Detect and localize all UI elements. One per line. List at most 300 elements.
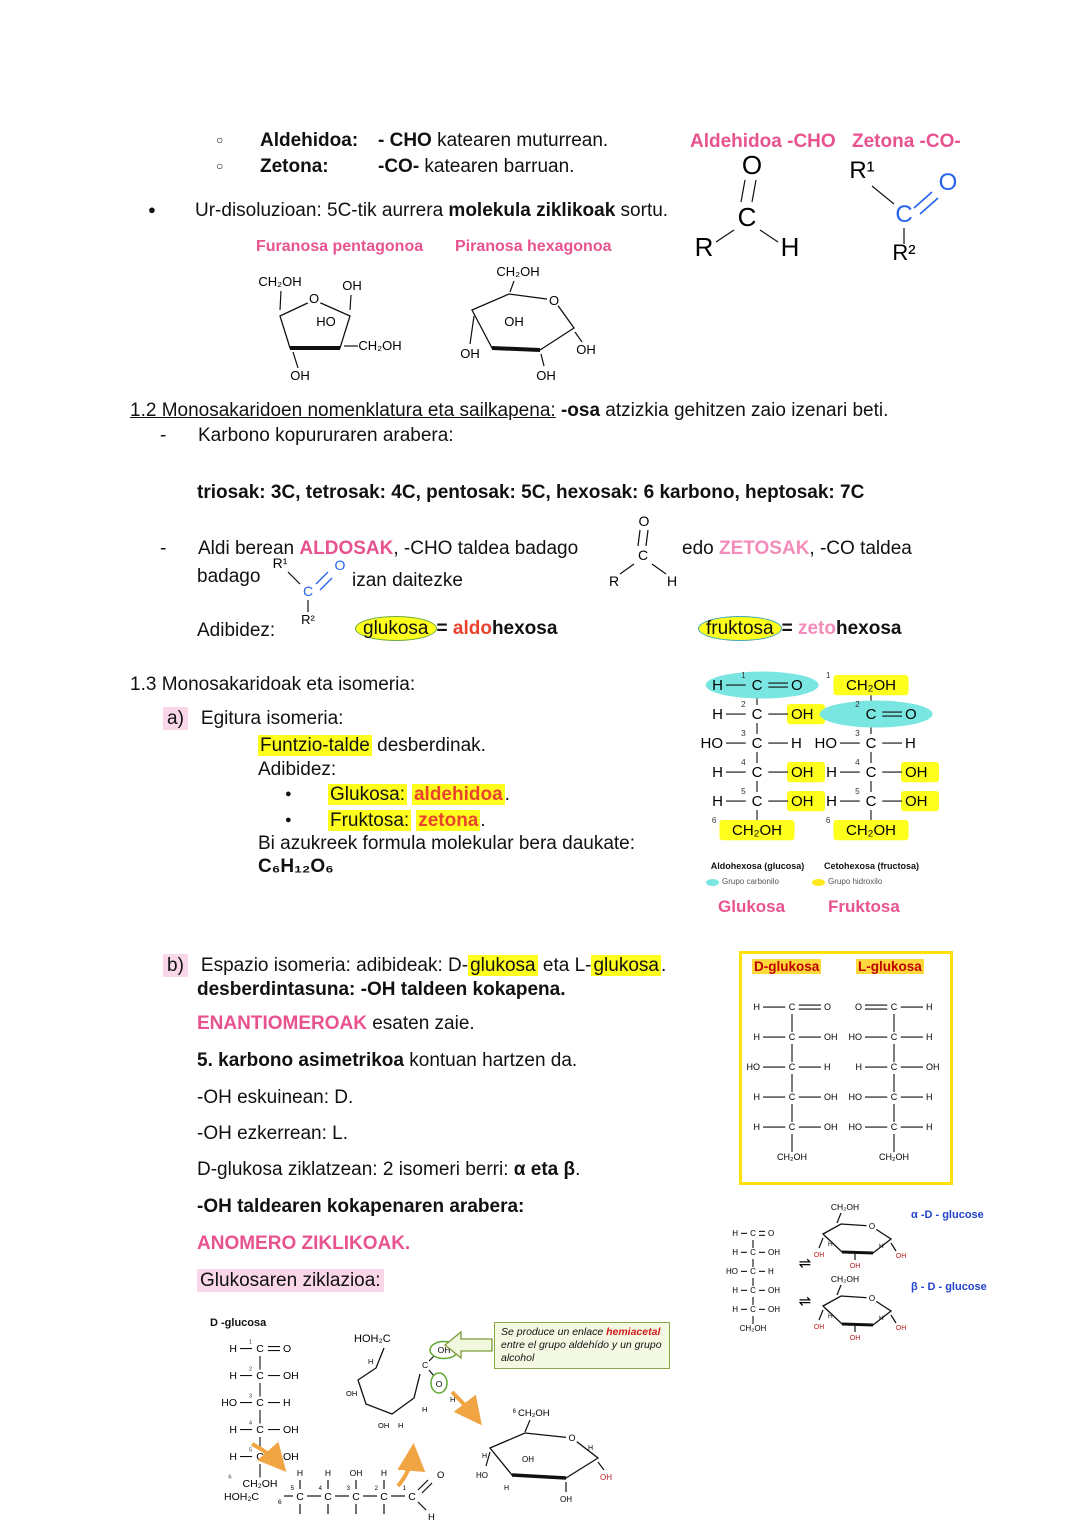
text-run: Ur-disoluzioan: 5C-tik aurrera bbox=[195, 200, 449, 221]
svg-text:O: O bbox=[905, 706, 917, 723]
text-run: Se produce un enlace bbox=[501, 1326, 607, 1338]
svg-text:H: H bbox=[732, 1305, 738, 1314]
ring-oxygen: O bbox=[568, 1433, 576, 1443]
svg-text:CH₂OH: CH₂OH bbox=[879, 1152, 909, 1162]
fruktosa-zetona-item bbox=[285, 809, 486, 833]
ziklatzean-line bbox=[197, 1158, 580, 1182]
svg-text:OH: OH bbox=[824, 1122, 838, 1132]
ch2oh-group: CH₂OH bbox=[358, 338, 402, 353]
svg-text:H: H bbox=[732, 1286, 738, 1295]
svg-text:H: H bbox=[229, 1343, 237, 1355]
svg-text:O: O bbox=[768, 1229, 775, 1238]
svg-text:6: 6 bbox=[711, 816, 717, 825]
svg-text:CH₂OH: CH₂OH bbox=[732, 822, 782, 839]
r2-group: R² bbox=[892, 240, 916, 265]
svg-text:C: C bbox=[788, 1122, 796, 1132]
glucose-fischer-projection bbox=[701, 671, 826, 840]
carbon-atom: C bbox=[296, 1491, 304, 1503]
period: . bbox=[504, 784, 510, 805]
svg-text:HO: HO bbox=[848, 1092, 862, 1102]
svg-text:6: 6 bbox=[228, 1474, 232, 1481]
oh-group: OH bbox=[290, 368, 310, 383]
oh-group: OH bbox=[342, 278, 362, 293]
circle-bullet-icon: ○ bbox=[216, 159, 224, 173]
text-run: sortu. bbox=[615, 200, 669, 221]
svg-text:CH₂OH: CH₂OH bbox=[739, 1324, 767, 1333]
svg-text:C: C bbox=[788, 1002, 796, 1012]
carbon-atom: C bbox=[895, 201, 913, 228]
svg-text:OH: OH bbox=[768, 1248, 780, 1257]
svg-text:H: H bbox=[826, 764, 837, 781]
pyranose-ring-structure bbox=[452, 254, 617, 396]
legend-text: Grupo hidroxilo bbox=[828, 877, 883, 886]
circle-bullet-icon: ○ bbox=[216, 133, 224, 147]
dash-bullet: - bbox=[160, 425, 167, 446]
svg-text:OH: OH bbox=[283, 1451, 299, 1463]
ho-group: HO bbox=[476, 1471, 488, 1480]
svg-text:C: C bbox=[750, 1286, 756, 1295]
svg-text:H: H bbox=[229, 1451, 237, 1463]
fruktosa-highlight: Fruktosa: bbox=[330, 810, 410, 831]
svg-text:H: H bbox=[283, 1397, 291, 1409]
svg-text:C: C bbox=[750, 1248, 756, 1257]
text-run: Aldi berean bbox=[198, 538, 300, 559]
l-glukosa-label: L-glukosa bbox=[858, 959, 922, 974]
carbon-atom: C bbox=[380, 1491, 388, 1503]
oh-eskuinean-line: -OH eskuinean: D. bbox=[197, 1087, 354, 1108]
svg-text:H: H bbox=[229, 1424, 237, 1436]
oh-group: OH bbox=[813, 1324, 825, 1331]
svg-text:H: H bbox=[732, 1229, 738, 1238]
svg-text:C: C bbox=[256, 1424, 264, 1436]
oh-group: OH bbox=[346, 1389, 358, 1398]
funtzio-talde-line bbox=[258, 734, 486, 758]
oh-ezkerrean-line: -OH ezkerrean: L. bbox=[197, 1123, 348, 1144]
bi-azukreek-line: Bi azukreek formula molekular bera daukate: bbox=[258, 833, 636, 854]
glukosa-aldohexosa-line bbox=[355, 617, 557, 641]
hydrogen-atom: H bbox=[828, 1241, 833, 1248]
furanosa-label: Furanosa pentagonoa bbox=[256, 238, 424, 255]
ch2oh-group: CH₂OH bbox=[830, 1202, 860, 1212]
svg-text:C: C bbox=[751, 706, 763, 723]
svg-text:3: 3 bbox=[248, 1393, 253, 1400]
d-glukosa-label: D-glukosa bbox=[754, 959, 820, 974]
svg-text:C: C bbox=[750, 1229, 756, 1238]
section-1-3-heading: 1.3 Monosakaridoak eta isomeria: bbox=[130, 674, 416, 695]
glukosa-highlight: glukosa bbox=[355, 616, 437, 641]
svg-text:HO: HO bbox=[814, 735, 837, 752]
svg-text:C: C bbox=[751, 764, 763, 781]
svg-text:4: 4 bbox=[855, 758, 860, 767]
svg-text:CH₂OH: CH₂OH bbox=[846, 822, 896, 839]
open-chain-fischer bbox=[726, 1229, 780, 1333]
carbon-number: 1 bbox=[402, 1486, 406, 1492]
hydrogen-atom: H bbox=[450, 1395, 456, 1404]
bullet-icon: ● bbox=[148, 202, 156, 217]
period: . bbox=[660, 955, 667, 976]
furanose-ring-structure bbox=[252, 258, 422, 398]
hydrogen-atom: H bbox=[380, 1468, 388, 1478]
zetona-highlight: zetona bbox=[418, 810, 479, 831]
text-run: eta L- bbox=[537, 955, 592, 976]
oxygen-atom: O bbox=[938, 169, 958, 196]
ch2oh-group: CH₂OH bbox=[518, 1408, 550, 1419]
karbono-kopurua-line bbox=[160, 424, 454, 448]
svg-text:5: 5 bbox=[855, 787, 860, 796]
co-group: -CO- bbox=[378, 156, 420, 177]
oh-taldearen-line: -OH taldearen kokapenaren arabera: bbox=[197, 1196, 525, 1217]
glukosa-highlight: glukosa bbox=[593, 955, 659, 976]
svg-text:C: C bbox=[890, 1002, 898, 1012]
text-run: , -CO taldea bbox=[809, 538, 912, 559]
svg-text:C: C bbox=[865, 793, 877, 810]
svg-text:H: H bbox=[712, 793, 723, 810]
triosak-line: triosak: 3C, tetrosak: 4C, pentosak: 5C, hexosak: 6 karbono, heptosak: 7C bbox=[197, 482, 865, 503]
svg-text:C: C bbox=[750, 1305, 756, 1314]
text-run: Espazio isomeria: adibideak: D- bbox=[200, 955, 469, 976]
svg-text:H: H bbox=[732, 1248, 738, 1257]
equals: = bbox=[436, 618, 453, 639]
bullet-icon: ● bbox=[285, 814, 292, 826]
text-run: D-glukosa ziklatzean: 2 isomeri berri: bbox=[197, 1159, 514, 1180]
svg-text:H: H bbox=[824, 1062, 831, 1072]
hoh2c-group: HOH₂C bbox=[354, 1333, 391, 1345]
svg-text:C: C bbox=[751, 677, 763, 694]
svg-text:H: H bbox=[926, 1122, 933, 1132]
oh-group: OH bbox=[522, 1455, 534, 1464]
oh-group: OH bbox=[849, 1335, 861, 1342]
svg-text:C: C bbox=[256, 1397, 264, 1409]
hydroxyl-legend bbox=[812, 877, 882, 887]
l-glucose-fischer bbox=[849, 1002, 940, 1162]
adibidez-label: Adibidez: bbox=[197, 620, 276, 641]
legend-text: Grupo carbonilo bbox=[722, 877, 779, 886]
aldehidoa-bullet-line bbox=[216, 129, 608, 153]
svg-text:C: C bbox=[865, 706, 877, 723]
svg-text:O: O bbox=[791, 677, 803, 694]
svg-text:4: 4 bbox=[248, 1420, 253, 1427]
oh-group: OH bbox=[813, 1252, 825, 1259]
carbon-number: 6 bbox=[278, 1499, 282, 1506]
r2-group: R² bbox=[301, 612, 315, 627]
molecular-formula: C₆H₁₂O₆ bbox=[258, 856, 334, 877]
svg-text:C: C bbox=[865, 764, 877, 781]
aldehidoa-cho-heading: Aldehidoa -CHO bbox=[690, 131, 836, 152]
aldosak-term: ALDOSAK bbox=[299, 538, 394, 559]
hydrogen-atom: H bbox=[828, 1313, 833, 1320]
zetona-bullet-line bbox=[216, 155, 574, 179]
oh-group: OH bbox=[895, 1253, 907, 1260]
text-run: katearen barruan. bbox=[419, 156, 575, 177]
zetosak-line bbox=[682, 537, 912, 561]
hydrogen-atom: H bbox=[324, 1468, 332, 1478]
svg-text:C: C bbox=[890, 1032, 898, 1042]
enantiomeroak-term: ENANTIOMEROAK bbox=[197, 1013, 367, 1034]
svg-text:H: H bbox=[753, 1092, 760, 1102]
svg-text:C: C bbox=[256, 1370, 264, 1382]
section-title: 1.2 Monosakaridoen nomenklatura eta sailkapena: bbox=[130, 400, 556, 421]
dl-glucose-box bbox=[739, 951, 953, 1185]
svg-text:C: C bbox=[788, 1062, 796, 1072]
oxygen-atom: O bbox=[741, 150, 763, 180]
egitura-isomeria-line bbox=[163, 707, 343, 731]
svg-text:1: 1 bbox=[248, 1339, 253, 1346]
svg-text:O: O bbox=[824, 1002, 832, 1012]
fruktosa-label: Fruktosa bbox=[828, 897, 900, 916]
hydrogen-atom: H bbox=[368, 1357, 374, 1366]
r-group: R bbox=[694, 232, 714, 262]
osa-suffix: -osa bbox=[555, 400, 601, 421]
aldehidoa-term: Aldehidoa: bbox=[260, 130, 359, 151]
ring-oxygen: O bbox=[548, 293, 560, 308]
carbon-number: 3 bbox=[346, 1486, 350, 1492]
svg-text:6: 6 bbox=[825, 816, 831, 825]
hemiacetal-term: hemiacetal bbox=[606, 1326, 661, 1338]
svg-text:C: C bbox=[890, 1092, 898, 1102]
zetona-co-heading: Zetona -CO- bbox=[852, 131, 961, 152]
dl-fischer-pair bbox=[742, 982, 944, 1178]
beta-d-glucose-label: β - D - glucose bbox=[911, 1281, 987, 1293]
svg-text:O: O bbox=[854, 1002, 862, 1012]
text-run: katearen muturrean. bbox=[431, 130, 609, 151]
adibidez-label-2: Adibidez: bbox=[258, 759, 337, 780]
glukosa-highlight: glukosa bbox=[470, 955, 536, 976]
carbon-atom: C bbox=[324, 1491, 332, 1503]
oh-group-circled: OH bbox=[437, 1345, 451, 1355]
hydrogen-atom: H bbox=[879, 1315, 884, 1322]
svg-text:OH: OH bbox=[926, 1062, 940, 1072]
svg-text:OH: OH bbox=[768, 1286, 780, 1295]
ring-oxygen: O bbox=[868, 1222, 876, 1231]
zetosak-term: ZETOSAK bbox=[718, 538, 810, 559]
svg-text:C: C bbox=[750, 1267, 756, 1276]
hydrogen-atom: H bbox=[428, 1512, 435, 1523]
svg-text:OH: OH bbox=[768, 1305, 780, 1314]
oh-group: OH bbox=[378, 1421, 390, 1430]
carbon-atom: C bbox=[352, 1491, 360, 1503]
r1-group: R¹ bbox=[849, 157, 875, 184]
carbon-number: 2 bbox=[374, 1486, 378, 1492]
svg-text:C: C bbox=[751, 735, 763, 752]
glukosa-label: Glukosa bbox=[718, 897, 786, 916]
svg-text:5: 5 bbox=[248, 1447, 253, 1454]
ch2oh-group: CH₂OH bbox=[258, 274, 302, 289]
svg-text:HO: HO bbox=[746, 1062, 760, 1072]
svg-text:CH₂OH: CH₂OH bbox=[846, 677, 896, 694]
aldehyde-structure bbox=[690, 146, 815, 261]
text-run: kontuan hartzen da. bbox=[403, 1050, 578, 1071]
yellow-legend-icon bbox=[812, 879, 825, 886]
svg-text:H: H bbox=[753, 1122, 760, 1132]
desberdintasuna-line: desberdintasuna: -OH taldeen kokapena. bbox=[197, 979, 566, 1000]
izan-daitezke-line: izan daitezke bbox=[352, 570, 463, 591]
r-group: R bbox=[608, 573, 620, 589]
carbon-number: 6 bbox=[512, 1409, 516, 1415]
karbono-asimetrikoa-term: 5. karbono asimetrikoa bbox=[197, 1050, 404, 1071]
glucose-cyclization-equilibrium bbox=[695, 1196, 1035, 1351]
cyan-legend-icon bbox=[706, 879, 719, 886]
text-run: Egitura isomeria: bbox=[200, 708, 344, 729]
oh-group: OH bbox=[576, 342, 596, 357]
hydrogen-atom: H bbox=[504, 1485, 510, 1492]
svg-text:2: 2 bbox=[741, 700, 746, 709]
svg-text:H: H bbox=[926, 1002, 933, 1012]
equilibrium-arrow-icon: ⇌ bbox=[798, 1292, 812, 1310]
svg-text:O: O bbox=[283, 1343, 292, 1355]
alpha-glucose-haworth bbox=[814, 1202, 984, 1270]
carbon-atom: C bbox=[302, 583, 314, 599]
carbon-number: 5 bbox=[290, 1486, 294, 1492]
svg-text:H: H bbox=[712, 706, 723, 723]
carbon-atom: C bbox=[637, 547, 649, 563]
svg-text:H: H bbox=[712, 764, 723, 781]
d-glucosa-label: D -glucosa bbox=[210, 1317, 267, 1329]
svg-text:C: C bbox=[751, 793, 763, 810]
oxygen-atom-circled: O bbox=[435, 1379, 443, 1389]
svg-text:C: C bbox=[890, 1062, 898, 1072]
product-pyranose-ring bbox=[470, 1400, 630, 1525]
svg-text:HO: HO bbox=[221, 1397, 237, 1409]
zetona-term: Zetona: bbox=[260, 156, 329, 177]
ketose-formula-structure bbox=[262, 552, 354, 626]
svg-text:H: H bbox=[855, 1062, 862, 1072]
svg-text:OH: OH bbox=[791, 706, 814, 723]
badago-line: badago bbox=[197, 566, 261, 587]
svg-text:H: H bbox=[753, 1032, 760, 1042]
hydrogen-atom: H bbox=[780, 232, 800, 262]
text-run: , -CHO taldea badago bbox=[393, 538, 579, 559]
equilibrium-arrow-icon: ⇌ bbox=[798, 1254, 812, 1272]
carbonyl-legend bbox=[706, 877, 779, 887]
funtzio-talde-highlight: Funtzio-talde bbox=[260, 735, 370, 756]
hemiacetal-callout bbox=[494, 1322, 670, 1369]
cho-group: - CHO bbox=[378, 130, 432, 151]
svg-text:HO: HO bbox=[700, 735, 723, 752]
svg-text:4: 4 bbox=[741, 758, 746, 767]
oh-group: OH bbox=[560, 1495, 572, 1504]
piranosa-label: Piranosa hexagonoa bbox=[455, 238, 612, 255]
svg-text:C: C bbox=[256, 1451, 264, 1463]
svg-text:C: C bbox=[865, 735, 877, 752]
molekula-ziklikoak-term: molekula ziklikoak bbox=[448, 200, 616, 221]
oh-group: OH bbox=[536, 368, 556, 383]
svg-text:C: C bbox=[788, 1092, 796, 1102]
text-run: Karbono kopururaren arabera: bbox=[198, 425, 454, 446]
open-chain-structure bbox=[222, 1464, 472, 1524]
svg-text:H: H bbox=[768, 1267, 774, 1276]
alpha-d-glucose-label: α -D - glucose bbox=[911, 1209, 984, 1221]
hydrogen-atom: H bbox=[666, 573, 678, 589]
period: . bbox=[480, 810, 486, 831]
aldo-prefix: aldo bbox=[452, 618, 492, 639]
hexosa-suffix: hexosa bbox=[491, 618, 558, 639]
glukosaren-highlight: Glukosaren ziklazioa: bbox=[197, 1269, 384, 1292]
oh-group: OH bbox=[504, 314, 524, 329]
svg-text:CH₂OH: CH₂OH bbox=[242, 1478, 278, 1490]
d-glucose-fischer bbox=[747, 1002, 838, 1162]
svg-text:2: 2 bbox=[248, 1366, 253, 1373]
svg-text:OH: OH bbox=[905, 764, 928, 781]
ch2oh-group: CH₂OH bbox=[830, 1274, 860, 1284]
karbono-asimetrikoa-line bbox=[197, 1049, 577, 1073]
svg-text:5: 5 bbox=[741, 787, 746, 796]
svg-text:HO: HO bbox=[848, 1032, 862, 1042]
svg-text:CH₂OH: CH₂OH bbox=[777, 1152, 807, 1162]
svg-text:3: 3 bbox=[855, 729, 860, 738]
item-b-label: b) bbox=[163, 954, 188, 977]
fruktosa-zetohexosa-line bbox=[698, 617, 901, 641]
item-a-label: a) bbox=[163, 707, 188, 730]
enantiomeroak-line bbox=[197, 1012, 475, 1036]
oxygen-atom: O bbox=[334, 557, 346, 573]
svg-text:OH: OH bbox=[791, 764, 814, 781]
oh-group: OH bbox=[600, 1473, 612, 1482]
hydrogen-atom: H bbox=[588, 1445, 594, 1452]
carbon-number: 4 bbox=[318, 1486, 322, 1492]
equals: = bbox=[781, 618, 798, 639]
svg-text:H: H bbox=[791, 735, 802, 752]
fischer-projections-panel bbox=[665, 660, 965, 860]
svg-text:OH: OH bbox=[905, 793, 928, 810]
svg-text:C: C bbox=[890, 1122, 898, 1132]
glukosaren-ziklazioa-line bbox=[197, 1269, 384, 1293]
section-1-2-heading bbox=[130, 399, 888, 423]
text-run: edo bbox=[682, 538, 719, 559]
ur-disoluzioan-bullet bbox=[148, 199, 668, 223]
oh-group: OH bbox=[349, 1468, 363, 1478]
callout-arrow-icon bbox=[445, 1330, 493, 1362]
text-run: desberdinak. bbox=[371, 735, 486, 756]
svg-text:3: 3 bbox=[741, 729, 746, 738]
text-run: atzizkia gehitzen zaio izenari beti. bbox=[600, 400, 889, 421]
aldehidoa-highlight: aldehidoa bbox=[413, 784, 503, 805]
hydrogen-atom: H bbox=[422, 1405, 428, 1414]
carbon-atom: C bbox=[408, 1491, 416, 1503]
fructose-fischer-projection bbox=[815, 671, 940, 840]
ch2oh-group: CH₂OH bbox=[496, 264, 540, 279]
ho-group: HO bbox=[316, 314, 336, 329]
aldosak-line bbox=[160, 537, 578, 561]
svg-text:H: H bbox=[712, 677, 723, 694]
oh-group: OH bbox=[460, 346, 480, 361]
glukosa-aldehidoa-item bbox=[285, 783, 510, 807]
svg-text:1: 1 bbox=[741, 671, 746, 680]
oh-group: OH bbox=[895, 1325, 907, 1332]
svg-text:H: H bbox=[229, 1370, 237, 1382]
ring-oxygen: O bbox=[868, 1294, 876, 1303]
carbon-atom: C bbox=[737, 202, 757, 232]
alpha-beta-term: α eta β bbox=[513, 1159, 576, 1180]
svg-text:H: H bbox=[753, 1002, 760, 1012]
svg-text:OH: OH bbox=[283, 1424, 299, 1436]
svg-text:H: H bbox=[926, 1092, 933, 1102]
svg-text:OH: OH bbox=[791, 793, 814, 810]
hexosa-suffix: hexosa bbox=[835, 618, 902, 639]
carbon-atom: C bbox=[422, 1360, 429, 1370]
espazio-isomeria-line bbox=[163, 954, 666, 978]
hydrogen-atom: H bbox=[398, 1421, 404, 1430]
svg-text:H: H bbox=[926, 1032, 933, 1042]
svg-text:HO: HO bbox=[848, 1122, 862, 1132]
svg-text:OH: OH bbox=[824, 1092, 838, 1102]
glukosa-highlight: Glukosa: bbox=[330, 784, 405, 805]
anomero-line: ANOMERO ZIKLIKOAK. bbox=[197, 1233, 411, 1254]
hydrogen-atom: H bbox=[296, 1468, 304, 1478]
hydrogen-atom: H bbox=[482, 1453, 488, 1460]
svg-text:H: H bbox=[905, 735, 916, 752]
oxygen-atom: O bbox=[638, 513, 650, 529]
text-run: esaten zaie. bbox=[366, 1013, 475, 1034]
